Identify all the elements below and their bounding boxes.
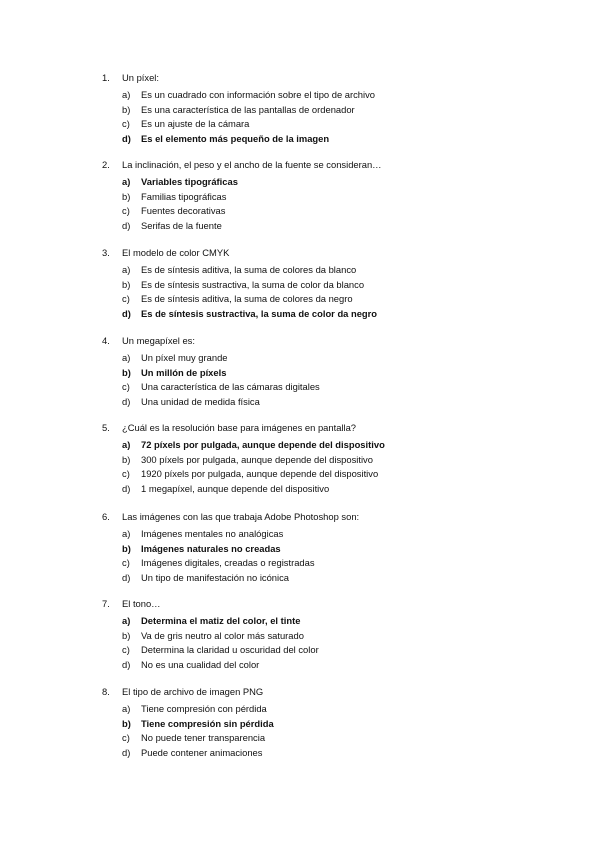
option-text: 300 píxels por pulgada, aunque depende del dispositivo: [141, 453, 373, 465]
option-letter: d): [122, 571, 131, 583]
option-letter: b): [122, 629, 131, 641]
option-text: Va de gris neutro al color más saturado: [141, 629, 304, 641]
option-text-correct: Imágenes naturales no creadas: [141, 542, 281, 554]
option-text: Tiene compresión con pérdida: [141, 703, 267, 714]
option-text: Serifas de la fuente: [141, 219, 222, 231]
option-text: Imágenes mentales no analógicas: [141, 528, 284, 539]
option-text: Es de síntesis aditiva, la suma de colores da blanco: [141, 264, 357, 275]
option-text: Es un ajuste de la cámara: [141, 118, 250, 129]
option-letter: d): [122, 746, 131, 758]
option-letter: d): [122, 219, 131, 231]
option-text-correct: Un millón de píxels: [141, 366, 227, 378]
option-letter: c): [122, 732, 130, 743]
question-number: 8.: [102, 686, 110, 697]
option-text: Es un cuadrado con información sobre el tipo de archivo: [141, 89, 375, 100]
option-text: Determina la claridad u oscuridad del color: [141, 644, 319, 655]
option-letter: a): [122, 176, 131, 187]
question-text: Las imágenes con las que trabaja Adobe Photoshop son:: [122, 511, 360, 522]
question-number: 2.: [102, 159, 110, 170]
option-text: 1920 píxels por pulgada, aunque depende del dispositivo: [141, 468, 379, 479]
option-letter: a): [122, 615, 131, 626]
option-text: No es una cualidad del color: [141, 658, 260, 670]
option-text: Es de síntesis aditiva, la suma de colores da negro: [141, 293, 353, 304]
option-letter: a): [122, 528, 131, 539]
option-letter: d): [122, 658, 131, 670]
question-text: El tipo de archivo de imagen PNG: [122, 686, 264, 697]
option-letter: a): [122, 439, 131, 450]
option-text-correct: Tiene compresión sin pérdida: [141, 717, 274, 729]
question-text: El modelo de color CMYK: [122, 247, 230, 258]
option-letter: c): [122, 205, 130, 216]
option-text: Es una característica de las pantallas de ordenador: [141, 103, 355, 115]
option-letter: c): [122, 644, 130, 655]
question-text: Un megapíxel es:: [122, 335, 195, 346]
question-text: El tono…: [122, 598, 161, 609]
option-letter: b): [122, 453, 131, 465]
option-letter: c): [122, 118, 130, 129]
option-letter: b): [122, 366, 131, 378]
option-text-correct: Determina el matiz del color, el tinte: [141, 615, 301, 626]
option-letter: d): [122, 482, 131, 494]
question-number: 6.: [102, 511, 110, 522]
option-text: No puede tener transparencia: [141, 732, 266, 743]
option-letter: a): [122, 89, 131, 100]
option-text: Una característica de las cámaras digitales: [141, 381, 320, 392]
option-text-correct: Es el elemento más pequeño de la imagen: [141, 132, 330, 144]
question-number: 5.: [102, 422, 110, 433]
option-text-correct: 72 píxels por pulgada, aunque depende del dispositivo: [141, 439, 385, 450]
option-text-correct: Es de síntesis sustractiva, la suma de color da negro: [141, 307, 378, 319]
option-letter: d): [122, 395, 131, 407]
option-text: Fuentes decorativas: [141, 205, 226, 216]
option-letter: d): [122, 307, 131, 319]
option-letter: c): [122, 293, 130, 304]
option-text: Un tipo de manifestación no icónica: [141, 571, 290, 583]
option-letter: b): [122, 190, 131, 202]
option-text: Puede contener animaciones: [141, 746, 263, 758]
option-letter: a): [122, 703, 131, 714]
question-number: 7.: [102, 598, 110, 609]
option-letter: b): [122, 542, 131, 554]
option-letter: c): [122, 557, 130, 568]
option-text-correct: Variables tipográficas: [141, 176, 238, 187]
option-text: Imágenes digitales, creadas o registradas: [141, 557, 315, 568]
option-letter: b): [122, 717, 131, 729]
question-number: 3.: [102, 247, 110, 258]
option-text: 1 megapíxel, aunque depende del dispositivo: [141, 482, 330, 494]
question-number: 4.: [102, 335, 110, 346]
option-text: Una unidad de medida física: [141, 395, 260, 407]
question-text: Un píxel:: [122, 72, 159, 83]
option-letter: c): [122, 468, 130, 479]
question-text: ¿Cuál es la resolución base para imágenes en pantalla?: [122, 422, 356, 433]
option-text: Familias tipográficas: [141, 190, 227, 202]
question-number: 1.: [102, 72, 110, 83]
option-text: Un píxel muy grande: [141, 352, 228, 363]
option-letter: a): [122, 264, 131, 275]
option-text: Es de síntesis sustractiva, la suma de color da blanco: [141, 278, 365, 290]
option-letter: c): [122, 381, 130, 392]
option-letter: b): [122, 103, 131, 115]
option-letter: d): [122, 132, 131, 144]
question-text: La inclinación, el peso y el ancho de la fuente se consideran…: [122, 159, 382, 170]
option-letter: a): [122, 352, 131, 363]
option-letter: b): [122, 278, 131, 290]
